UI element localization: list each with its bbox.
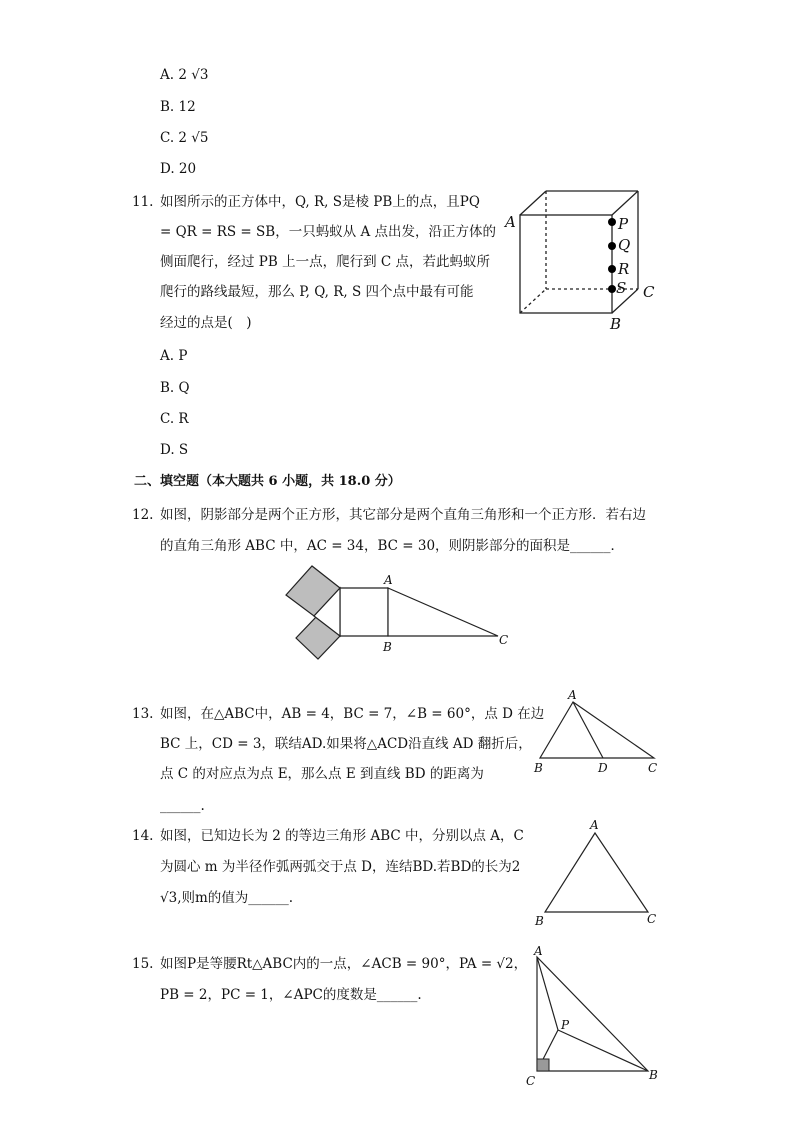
q11-option-b: B. Q: [160, 380, 190, 396]
q11-label-b: B: [610, 315, 622, 333]
q15-line-2: PB = 2，PC = 1，∠APC的度数是______.: [160, 987, 422, 1003]
q15-line-1: 如图P是等腰Rt△ABC内的一点，∠ACB = 90°，PA = √2，: [160, 956, 528, 972]
q11-label-p: P: [618, 215, 629, 233]
q13-triangle-figure: [530, 690, 670, 780]
q13-label-a: A: [568, 688, 577, 702]
q11-point-s: [608, 285, 616, 293]
q11-option-d: D. S: [160, 442, 189, 458]
q13-line-4: ______.: [160, 798, 205, 814]
q11-label-s: S: [616, 279, 627, 297]
q12-figure: [280, 570, 520, 660]
q14-number: 14.: [132, 828, 154, 844]
q11-label-a: A: [505, 213, 516, 231]
q13-line-1: 如图，在△ABC中，AB = 4，BC = 7，∠B = 60°，点 D 在边: [160, 706, 545, 722]
q11-number: 11.: [132, 194, 154, 210]
q11-line-1: 如图所示的正方体中，Q, R, S是棱 PB上的点，且PQ: [160, 194, 480, 210]
q15-right-angle-mark: [537, 1059, 549, 1071]
q15-right-triangle-figure: [520, 945, 670, 1095]
q10-option-d: D. 20: [160, 161, 197, 177]
q11-point-p: [608, 218, 616, 226]
q10-option-b: B. 12: [160, 99, 196, 115]
q12-label-b: B: [383, 640, 392, 654]
q14-line-2: 为圆心 m 为半径作弧两弧交于点 D，连结BD.若BD的长为2: [160, 859, 521, 875]
q14-equilateral-triangle-figure: [530, 815, 670, 930]
q13-line-3: 点 C 的对应点为点 E，那么点 E 到直线 BD 的距离为: [160, 766, 484, 782]
q10-option-c: C. 2 √5: [160, 130, 209, 146]
q13-number: 13.: [132, 706, 154, 722]
q11-option-c: C. R: [160, 411, 189, 427]
q13-label-c: C: [648, 761, 658, 775]
section-fill-in-title: 二、填空题（本大题共 6 小题，共 18.0 分）: [134, 474, 401, 489]
q15-label-b: B: [649, 1068, 658, 1082]
q15-label-c: C: [526, 1074, 536, 1088]
q12-line-2: 的直角三角形 ABC 中，AC = 34，BC = 30，则阴影部分的面积是______．: [160, 538, 625, 554]
q12-label-a: A: [384, 573, 393, 587]
q12-line-1: 如图，阴影部分是两个正方形，其它部分是两个直角三角形和一个正方形．若右边: [160, 507, 646, 523]
q11-point-r: [608, 265, 616, 273]
q13-label-b: B: [534, 761, 543, 775]
q12-label-c: C: [499, 633, 509, 647]
q14-label-b: B: [535, 914, 544, 928]
q11-label-q: Q: [618, 236, 631, 254]
q11-option-a: A. P: [160, 348, 188, 364]
q11-label-r: R: [618, 260, 630, 278]
q11-line-5: 经过的点是( ): [160, 315, 252, 331]
q10-option-a: A. 2 √3: [160, 67, 209, 83]
q14-line-1: 如图，已知边长为 2 的等边三角形 ABC 中，分别以点 A，C: [160, 828, 524, 844]
q11-line-4: 爬行的路线最短，那么 P, Q, R, S 四个点中最有可能: [160, 284, 474, 300]
q14-label-c: C: [647, 912, 657, 926]
q11-point-q: [608, 242, 616, 250]
q15-label-a: A: [534, 944, 543, 958]
q13-label-d: D: [598, 761, 608, 775]
q12-number: 12.: [132, 507, 154, 523]
q14-label-a: A: [590, 818, 599, 832]
q14-line-3: √3,则m的值为______.: [160, 890, 294, 906]
q11-line-2: = QR = RS = SB，一只蚂蚁从 A 点出发，沿正方体的: [160, 224, 497, 240]
q11-label-c: C: [643, 283, 655, 301]
q11-cube-figure: [500, 185, 670, 335]
q11-line-3: 侧面爬行，经过 PB 上一点，爬行到 C 点，若此蚂蚁所: [160, 254, 490, 270]
q15-number: 15.: [132, 956, 154, 972]
q15-label-p: P: [561, 1018, 570, 1032]
q13-line-2: BC 上，CD = 3，联结AD.如果将△ACD沿直线 AD 翻折后，: [160, 736, 532, 752]
